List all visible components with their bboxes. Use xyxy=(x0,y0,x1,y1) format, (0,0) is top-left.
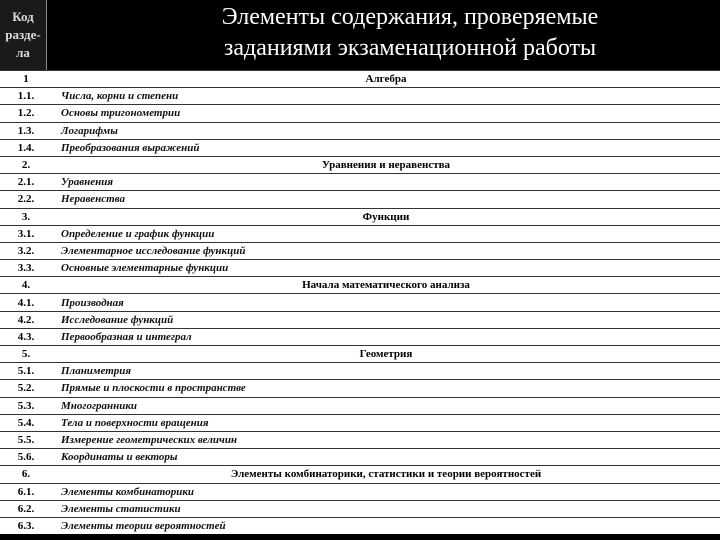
row-code: 3. xyxy=(21,210,31,223)
row-code: 5.5. xyxy=(17,434,35,447)
topic-label: Исследование функций xyxy=(61,313,174,326)
topic-label: Неравенства xyxy=(61,193,125,206)
row-code: 6.3. xyxy=(17,519,35,532)
topic-label: Прямые и плоскости в пространстве xyxy=(61,382,246,395)
topic-row xyxy=(0,104,720,121)
slide-header xyxy=(0,0,720,70)
topic-label: Основы тригонометрии xyxy=(61,107,181,120)
topic-label: Элементы статистики xyxy=(61,502,181,515)
topic-row xyxy=(0,139,720,156)
section-row xyxy=(0,276,720,293)
row-code: 1.1. xyxy=(17,90,35,103)
topic-row xyxy=(0,500,720,517)
topic-label: Измерение геометрических величин xyxy=(61,434,238,447)
row-code: 4.1. xyxy=(17,296,35,309)
row-code: 3.2. xyxy=(17,244,35,257)
section-row xyxy=(0,465,720,482)
row-code: 5.2. xyxy=(17,382,35,395)
topic-label: Элементы комбинаторики xyxy=(61,485,195,498)
topic-label: Первообразная и интеграл xyxy=(61,330,192,343)
section-row xyxy=(0,208,720,225)
topic-row xyxy=(0,362,720,379)
topic-label: Основные элементарные функции xyxy=(61,262,229,275)
topic-row xyxy=(0,448,720,465)
row-code: 1.2. xyxy=(17,107,35,120)
section-title: Начала математического анализа xyxy=(302,279,470,292)
topic-row xyxy=(0,397,720,414)
topic-row xyxy=(0,414,720,431)
topic-label: Элементы теории вероятностей xyxy=(61,519,226,532)
row-code: 3.1. xyxy=(17,227,35,240)
row-code: 1.4. xyxy=(17,141,35,154)
row-code: 6.2. xyxy=(17,502,35,515)
row-code: 2.1. xyxy=(17,176,35,189)
section-title: Элементы комбинаторики, статистики и теории вероятностей xyxy=(230,468,542,481)
topic-row xyxy=(0,293,720,310)
topic-row xyxy=(0,87,720,104)
row-code: 2.2. xyxy=(17,193,35,206)
row-code: 5.4. xyxy=(17,416,35,429)
slide-title: Элементы содержания, проверяемые заданиями экзаменационной работы xyxy=(221,4,599,61)
section-title: Алгебра xyxy=(365,73,407,86)
content-table xyxy=(0,70,720,534)
row-code: 4. xyxy=(21,279,31,292)
topic-row xyxy=(0,517,720,534)
row-code: 1 xyxy=(23,73,29,86)
row-code: 6. xyxy=(21,468,31,481)
section-title: Геометрия xyxy=(359,348,413,361)
topic-label: Логарифмы xyxy=(61,124,118,137)
topic-row xyxy=(0,483,720,500)
row-code: 5.3. xyxy=(17,399,35,412)
section-title: Уравнения и неравенства xyxy=(321,159,451,172)
topic-row xyxy=(0,328,720,345)
row-code: 6.1. xyxy=(17,485,35,498)
section-title: Функции xyxy=(362,210,410,223)
topic-row xyxy=(0,259,720,276)
topic-row xyxy=(0,225,720,242)
topic-label: Тела и поверхности вращения xyxy=(61,416,209,429)
section-row xyxy=(0,156,720,173)
section-row xyxy=(0,70,720,87)
row-code: 4.2. xyxy=(17,313,35,326)
topic-label: Числа, корни и степени xyxy=(61,90,179,103)
topic-row xyxy=(0,122,720,139)
row-code: 5. xyxy=(21,348,31,361)
topic-label: Преобразования выражений xyxy=(61,141,200,154)
topic-row xyxy=(0,173,720,190)
topic-label: Уравнения xyxy=(61,176,114,189)
row-code: 5.6. xyxy=(17,451,35,464)
row-code: 4.3. xyxy=(17,330,35,343)
row-code: 5.1. xyxy=(17,365,35,378)
topic-label: Многогранники xyxy=(61,399,138,412)
topic-row xyxy=(0,431,720,448)
row-code: 1.3. xyxy=(17,124,35,137)
topic-row xyxy=(0,311,720,328)
topic-label: Планиметрия xyxy=(61,365,132,378)
topic-label: Производная xyxy=(61,296,124,309)
topic-label: Элементарное исследование функций xyxy=(61,244,246,257)
topic-label: Определение и график функции xyxy=(61,227,215,240)
row-code: 3.3. xyxy=(17,262,35,275)
code-column-header: Код разде- ла xyxy=(0,0,47,70)
topic-row xyxy=(0,379,720,396)
topic-label: Координаты и векторы xyxy=(61,451,178,464)
topic-row xyxy=(0,190,720,207)
row-code: 2. xyxy=(21,159,31,172)
section-row xyxy=(0,345,720,362)
topic-row xyxy=(0,242,720,259)
